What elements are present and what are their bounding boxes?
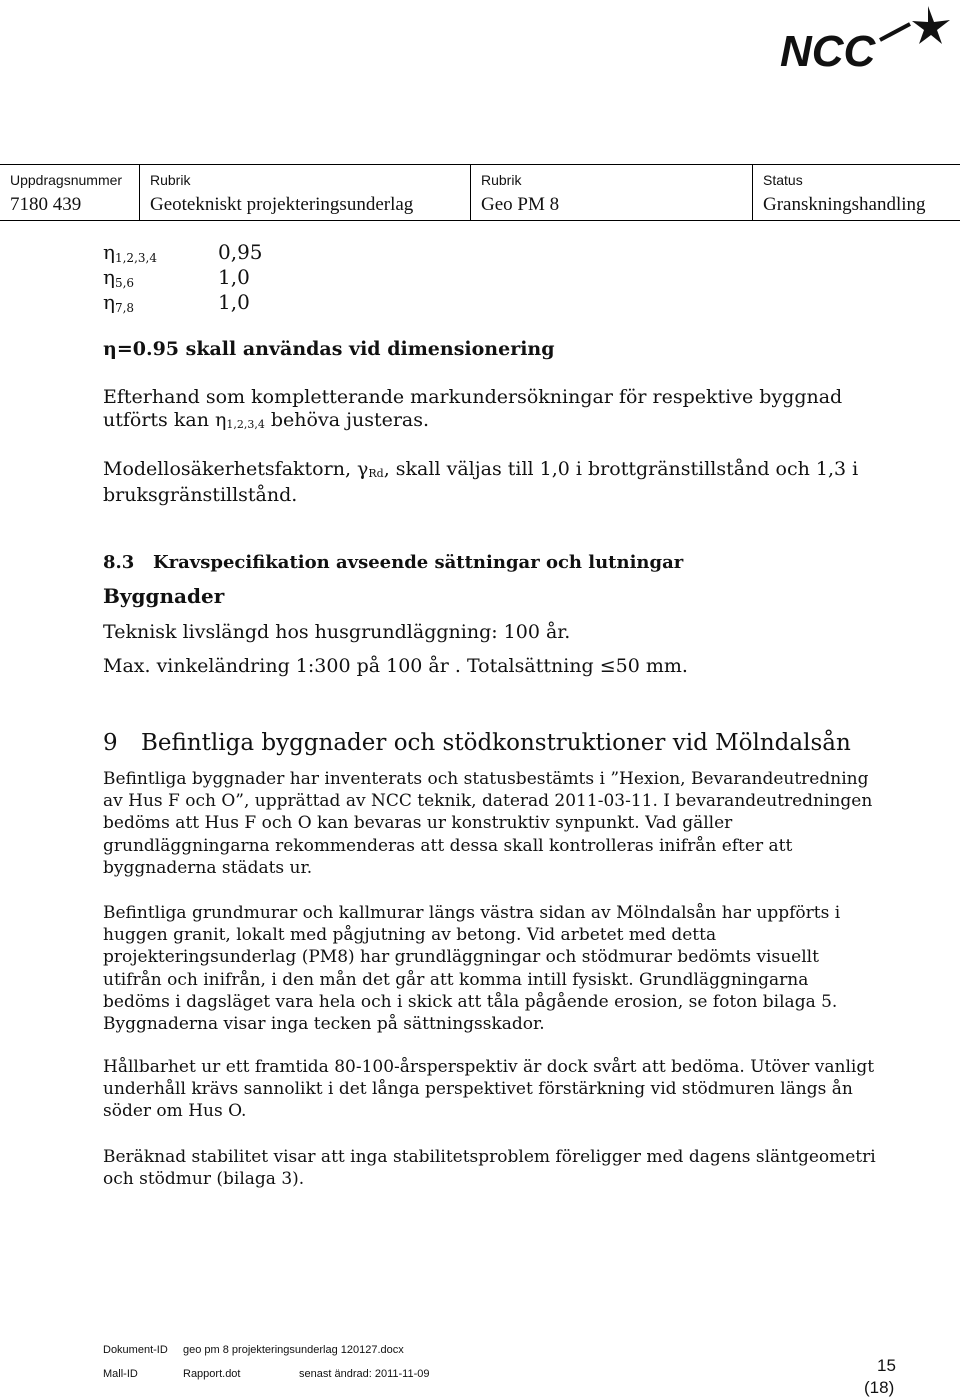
page-number: 15 (877, 1356, 896, 1375)
section-heading-9: 9 Befintliga byggnader och stödkonstruktioner vid Mölndalsån (103, 730, 851, 756)
section-9-paragraph: Beräknad stabilitet visar att inga stabilitetsproblem föreligger med dagens släntgeometri och stödmur (bilaga 3). (103, 1147, 876, 1190)
header-value: Geotekniskt projekteringsunderlag (150, 194, 414, 215)
header-cell-assignment (0, 165, 139, 220)
header-label: Status (763, 172, 803, 188)
paragraph-adjust: Efterhand som kompletterande markundersökningar för respektive byggnad utförts kan η1,2,3,4 behöva justeras. (103, 386, 843, 431)
header-label: Rubrik (481, 172, 522, 188)
eta-factor-value: 0,95 (218, 240, 263, 264)
section-9-paragraph: Befintliga byggnader har inventerats och statusbestämts i ”Hexion, Bevarandeutredning av Hus F och O”, upprättad av NCC teknik, daterad 2011-03-11. I bevarandeutredningen bedöms att Hus F och O kan bevaras ur konstruktiv synpunkt. Vad gäller grundläggningarna rekommenderas att dessa skall kontrolleras inifrån efter att byggnaderna städats ur. (103, 769, 873, 878)
header-label: Uppdragsnummer (10, 172, 123, 188)
section-9-paragraph: Hållbarhet ur ett framtida 80-100-årsperspektiv är dock svårt att bedöma. Utöver vanligt underhåll krävs sannolikt i det långa perspektivet förstärkning vid stödmuren längs ån söder om Hus O. (103, 1057, 875, 1122)
footer-template-id-label: Mall-ID (103, 1368, 138, 1380)
footer-document-id-label: Dokument-ID (103, 1344, 168, 1356)
eta-factor-label: η7,8 (103, 290, 135, 315)
header-cell-title (139, 165, 471, 220)
header-cell-status (752, 165, 960, 220)
section-heading-8-3: 8.3 Kravspecifikation avseende sättningar och lutningar (103, 552, 684, 573)
requirement-settlement: Max. vinkeländring 1:300 på 100 år . Totalsättning ≤50 mm. (103, 655, 688, 677)
requirement-lifetime: Teknisk livslängd hos husgrundläggning: 100 år. (103, 621, 571, 643)
header-cell-subtitle (470, 165, 753, 220)
eta-statement: η=0.95 skall användas vid dimensionering (103, 338, 555, 360)
page-total: (18) (864, 1378, 895, 1397)
ncc-logo (778, 4, 950, 74)
header-label: Rubrik (150, 172, 191, 188)
eta-factor-value: 1,0 (218, 290, 250, 314)
header-value: 7180 439 (10, 194, 82, 215)
eta-factor-label: η1,2,3,4 (103, 240, 157, 265)
header-value: Geo PM 8 (481, 194, 560, 215)
svg-text:NCC: NCC (780, 27, 876, 74)
eta-factor-value: 1,0 (218, 265, 250, 289)
subheading-byggnader: Byggnader (103, 584, 225, 608)
header-value: Granskningshandling (763, 194, 926, 215)
document-header-table (0, 164, 960, 221)
section-9-paragraph: Befintliga grundmurar och kallmurar längs västra sidan av Mölndalsån har uppförts i huggen granit, lokalt med pågjutning av betong. Vid arbetet med detta projekteringsunderlag (PM8) har grundläggningar och stödmurar bedömts visuellt utifrån och inifrån, i den mån det går att komma intill fysiskt. Grundläggningarna bedöms i dagsläget vara hela och i skick att tåla pågående erosion, se foton bilaga 5. Byggnaderna visar inga tecken på sättningsskador. (103, 903, 841, 1035)
paragraph-model-factor: Modellosäkerhetsfaktorn, γRd, skall väljas till 1,0 i brottgränstillstånd och 1,3 i bruksgränstillstånd. (103, 458, 859, 506)
eta-factor-label: η5,6 (103, 265, 135, 290)
footer-template-id-value: Rapport.dot (183, 1368, 241, 1380)
footer-document-id-value: geo pm 8 projekteringsunderlag 120127.docx (183, 1344, 404, 1356)
footer-last-changed: senast ändrad: 2011-11-09 (299, 1368, 430, 1380)
